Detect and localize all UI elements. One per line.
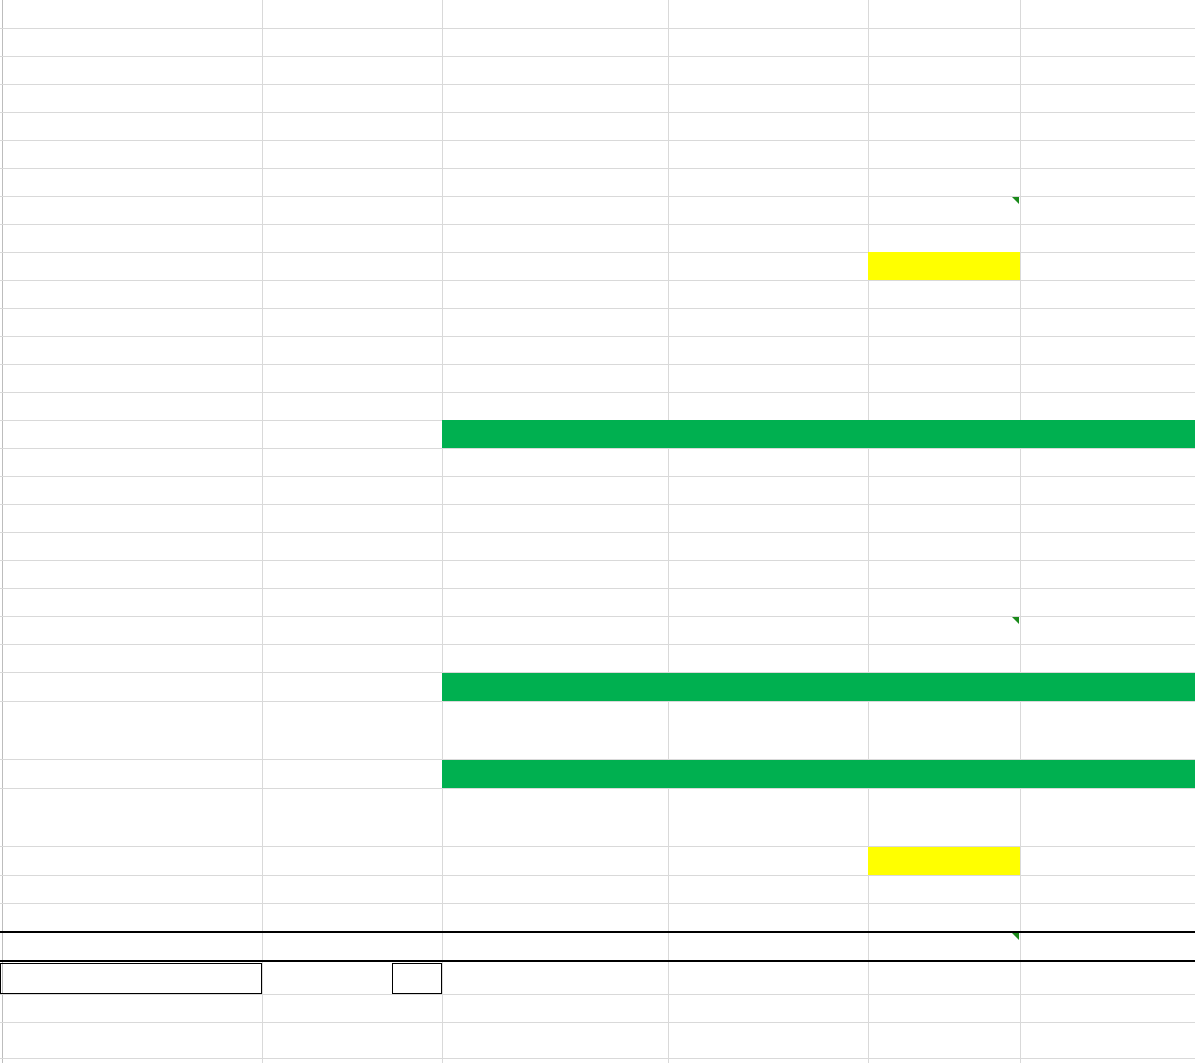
total-pubs[interactable] — [442, 364, 668, 392]
visited-count[interactable] — [262, 673, 442, 701]
row-gridline — [0, 1022, 1195, 1023]
wales-total-percent[interactable] — [1020, 196, 1195, 224]
surveyed-count[interactable] — [668, 448, 868, 476]
percent-complete[interactable] — [1020, 252, 1195, 280]
percent-complete[interactable] — [1020, 847, 1195, 875]
surveyed-count[interactable] — [668, 476, 868, 504]
visited-count[interactable] — [262, 504, 442, 532]
visited-count[interactable] — [262, 476, 442, 504]
visited-count[interactable] — [262, 0, 442, 28]
surveyed-count[interactable] — [668, 673, 868, 701]
remaining-count[interactable] — [868, 760, 1020, 788]
total-pubs[interactable] — [442, 560, 668, 588]
surveyed-count[interactable] — [668, 560, 868, 588]
total-pubs[interactable] — [442, 28, 668, 56]
surveyed-count[interactable] — [668, 532, 868, 560]
remaining-count[interactable] — [868, 252, 1020, 280]
grand-total-percent[interactable] — [1020, 932, 1195, 960]
grand-total-surveyed[interactable] — [668, 932, 868, 960]
surveyed-count[interactable] — [668, 504, 868, 532]
total-bottom-border — [0, 960, 1195, 962]
remaining-count[interactable] — [868, 364, 1020, 392]
scotland-total-surveyed[interactable] — [668, 616, 868, 644]
visited-count[interactable] — [262, 252, 442, 280]
pubs-visited-label[interactable] — [0, 964, 262, 992]
percent-complete[interactable] — [1020, 476, 1195, 504]
row-gridline — [0, 588, 1195, 589]
total-pubs[interactable] — [442, 112, 668, 140]
row-gridline — [0, 875, 1195, 876]
row-gridline — [0, 168, 1195, 169]
remaining-count[interactable] — [868, 280, 1020, 308]
surveyed-count[interactable] — [668, 112, 868, 140]
percent-complete[interactable] — [1020, 532, 1195, 560]
surveyed-count[interactable] — [668, 252, 868, 280]
total-pubs[interactable] — [442, 336, 668, 364]
remaining-count[interactable] — [868, 336, 1020, 364]
scotland-total-pubs[interactable] — [442, 616, 668, 644]
remaining-count[interactable] — [868, 847, 1020, 875]
percent-complete[interactable] — [1020, 420, 1195, 448]
visited-count[interactable] — [262, 140, 442, 168]
row-gridline — [0, 701, 1195, 702]
visited-count[interactable] — [262, 560, 442, 588]
remaining-count[interactable] — [868, 448, 1020, 476]
grand-total-remaining[interactable] — [868, 932, 1020, 960]
percent-complete[interactable] — [1020, 28, 1195, 56]
remaining-count[interactable] — [868, 560, 1020, 588]
comment-indicator-icon — [1012, 933, 1019, 940]
total-pubs[interactable] — [442, 532, 668, 560]
wales-total-surveyed[interactable] — [668, 196, 868, 224]
percent-complete[interactable] — [1020, 336, 1195, 364]
comment-indicator-icon — [1012, 197, 1019, 204]
remaining-count[interactable] — [868, 84, 1020, 112]
percent-complete[interactable] — [1020, 0, 1195, 28]
comment-indicator-icon — [1012, 617, 1019, 624]
percent-complete[interactable] — [1020, 560, 1195, 588]
grand-total-pubs[interactable] — [442, 932, 668, 960]
visited-count[interactable] — [262, 56, 442, 84]
percent-complete[interactable] — [1020, 364, 1195, 392]
wales-total-remaining[interactable] — [868, 196, 1020, 224]
visited-count[interactable] — [262, 532, 442, 560]
total-pubs[interactable] — [442, 56, 668, 84]
remaining-count[interactable] — [868, 56, 1020, 84]
percent-complete[interactable] — [1020, 448, 1195, 476]
total-pubs[interactable] — [442, 760, 668, 788]
remaining-count[interactable] — [868, 28, 1020, 56]
visited-count[interactable] — [262, 336, 442, 364]
remaining-count[interactable] — [868, 140, 1020, 168]
total-pubs[interactable] — [442, 448, 668, 476]
surveyed-count[interactable] — [668, 56, 868, 84]
remaining-count[interactable] — [868, 532, 1020, 560]
visited-count[interactable] — [262, 364, 442, 392]
remaining-count[interactable] — [868, 392, 1020, 420]
remaining-count[interactable] — [868, 504, 1020, 532]
surveyed-count[interactable] — [668, 280, 868, 308]
surveyed-count[interactable] — [668, 28, 868, 56]
total-pubs[interactable] — [442, 0, 668, 28]
total-pubs[interactable] — [442, 504, 668, 532]
total-label[interactable] — [0, 932, 262, 960]
visited-count[interactable] — [262, 112, 442, 140]
visited-count[interactable] — [262, 84, 442, 112]
percent-complete[interactable] — [1020, 504, 1195, 532]
surveyed-count[interactable] — [668, 364, 868, 392]
total-pubs[interactable] — [442, 280, 668, 308]
surveyed-count[interactable] — [668, 308, 868, 336]
total-pubs[interactable] — [442, 140, 668, 168]
remaining-count[interactable] — [868, 308, 1020, 336]
surveyed-count[interactable] — [668, 84, 868, 112]
counties-complete-value[interactable] — [1020, 1028, 1195, 1056]
surveyed-count[interactable] — [668, 760, 868, 788]
row-gridline — [0, 903, 1195, 904]
percent-complete[interactable] — [1020, 392, 1195, 420]
percent-complete[interactable] — [1020, 673, 1195, 701]
pubs-visited-note[interactable] — [442, 964, 668, 992]
percent-complete[interactable] — [1020, 112, 1195, 140]
visited-count[interactable] — [262, 392, 442, 420]
counties-complete-label[interactable] — [442, 1028, 1020, 1056]
row-gridline — [0, 1058, 1195, 1059]
visited-count[interactable] — [262, 308, 442, 336]
percent-complete[interactable] — [1020, 308, 1195, 336]
surveyed-count[interactable] — [668, 140, 868, 168]
percent-complete[interactable] — [1020, 56, 1195, 84]
visited-count[interactable] — [262, 760, 442, 788]
visited-count[interactable] — [262, 28, 442, 56]
surveyed-count[interactable] — [668, 847, 868, 875]
total-pubs[interactable] — [442, 308, 668, 336]
visited-count[interactable] — [262, 280, 442, 308]
percent-complete[interactable] — [1020, 140, 1195, 168]
surveyed-count[interactable] — [668, 420, 868, 448]
total-pubs[interactable] — [442, 420, 668, 448]
total-pubs[interactable] — [442, 84, 668, 112]
remaining-count[interactable] — [868, 112, 1020, 140]
visited-count[interactable] — [262, 448, 442, 476]
pubs-visited-value[interactable] — [262, 964, 442, 992]
remaining-count[interactable] — [868, 673, 1020, 701]
row-gridline — [0, 224, 1195, 225]
total-pubs[interactable] — [442, 673, 668, 701]
remaining-count[interactable] — [868, 420, 1020, 448]
remaining-count[interactable] — [868, 476, 1020, 504]
percent-complete[interactable] — [1020, 760, 1195, 788]
total-pubs[interactable] — [442, 392, 668, 420]
total-pubs[interactable] — [442, 847, 668, 875]
visited-count[interactable] — [262, 420, 442, 448]
row-gridline — [0, 994, 1195, 995]
remaining-count[interactable] — [868, 0, 1020, 28]
row-gridline — [0, 788, 1195, 789]
wales-total-pubs[interactable] — [442, 196, 668, 224]
row-gridline — [0, 644, 1195, 645]
surveyed-count[interactable] — [668, 392, 868, 420]
visited-count[interactable] — [262, 847, 442, 875]
percent-complete[interactable] — [1020, 280, 1195, 308]
total-pubs[interactable] — [442, 476, 668, 504]
total-pubs[interactable] — [442, 252, 668, 280]
scotland-total-percent[interactable] — [1020, 616, 1195, 644]
surveyed-count[interactable] — [668, 0, 868, 28]
surveyed-count[interactable] — [668, 336, 868, 364]
scotland-total-remaining[interactable] — [868, 616, 1020, 644]
percent-complete[interactable] — [1020, 84, 1195, 112]
